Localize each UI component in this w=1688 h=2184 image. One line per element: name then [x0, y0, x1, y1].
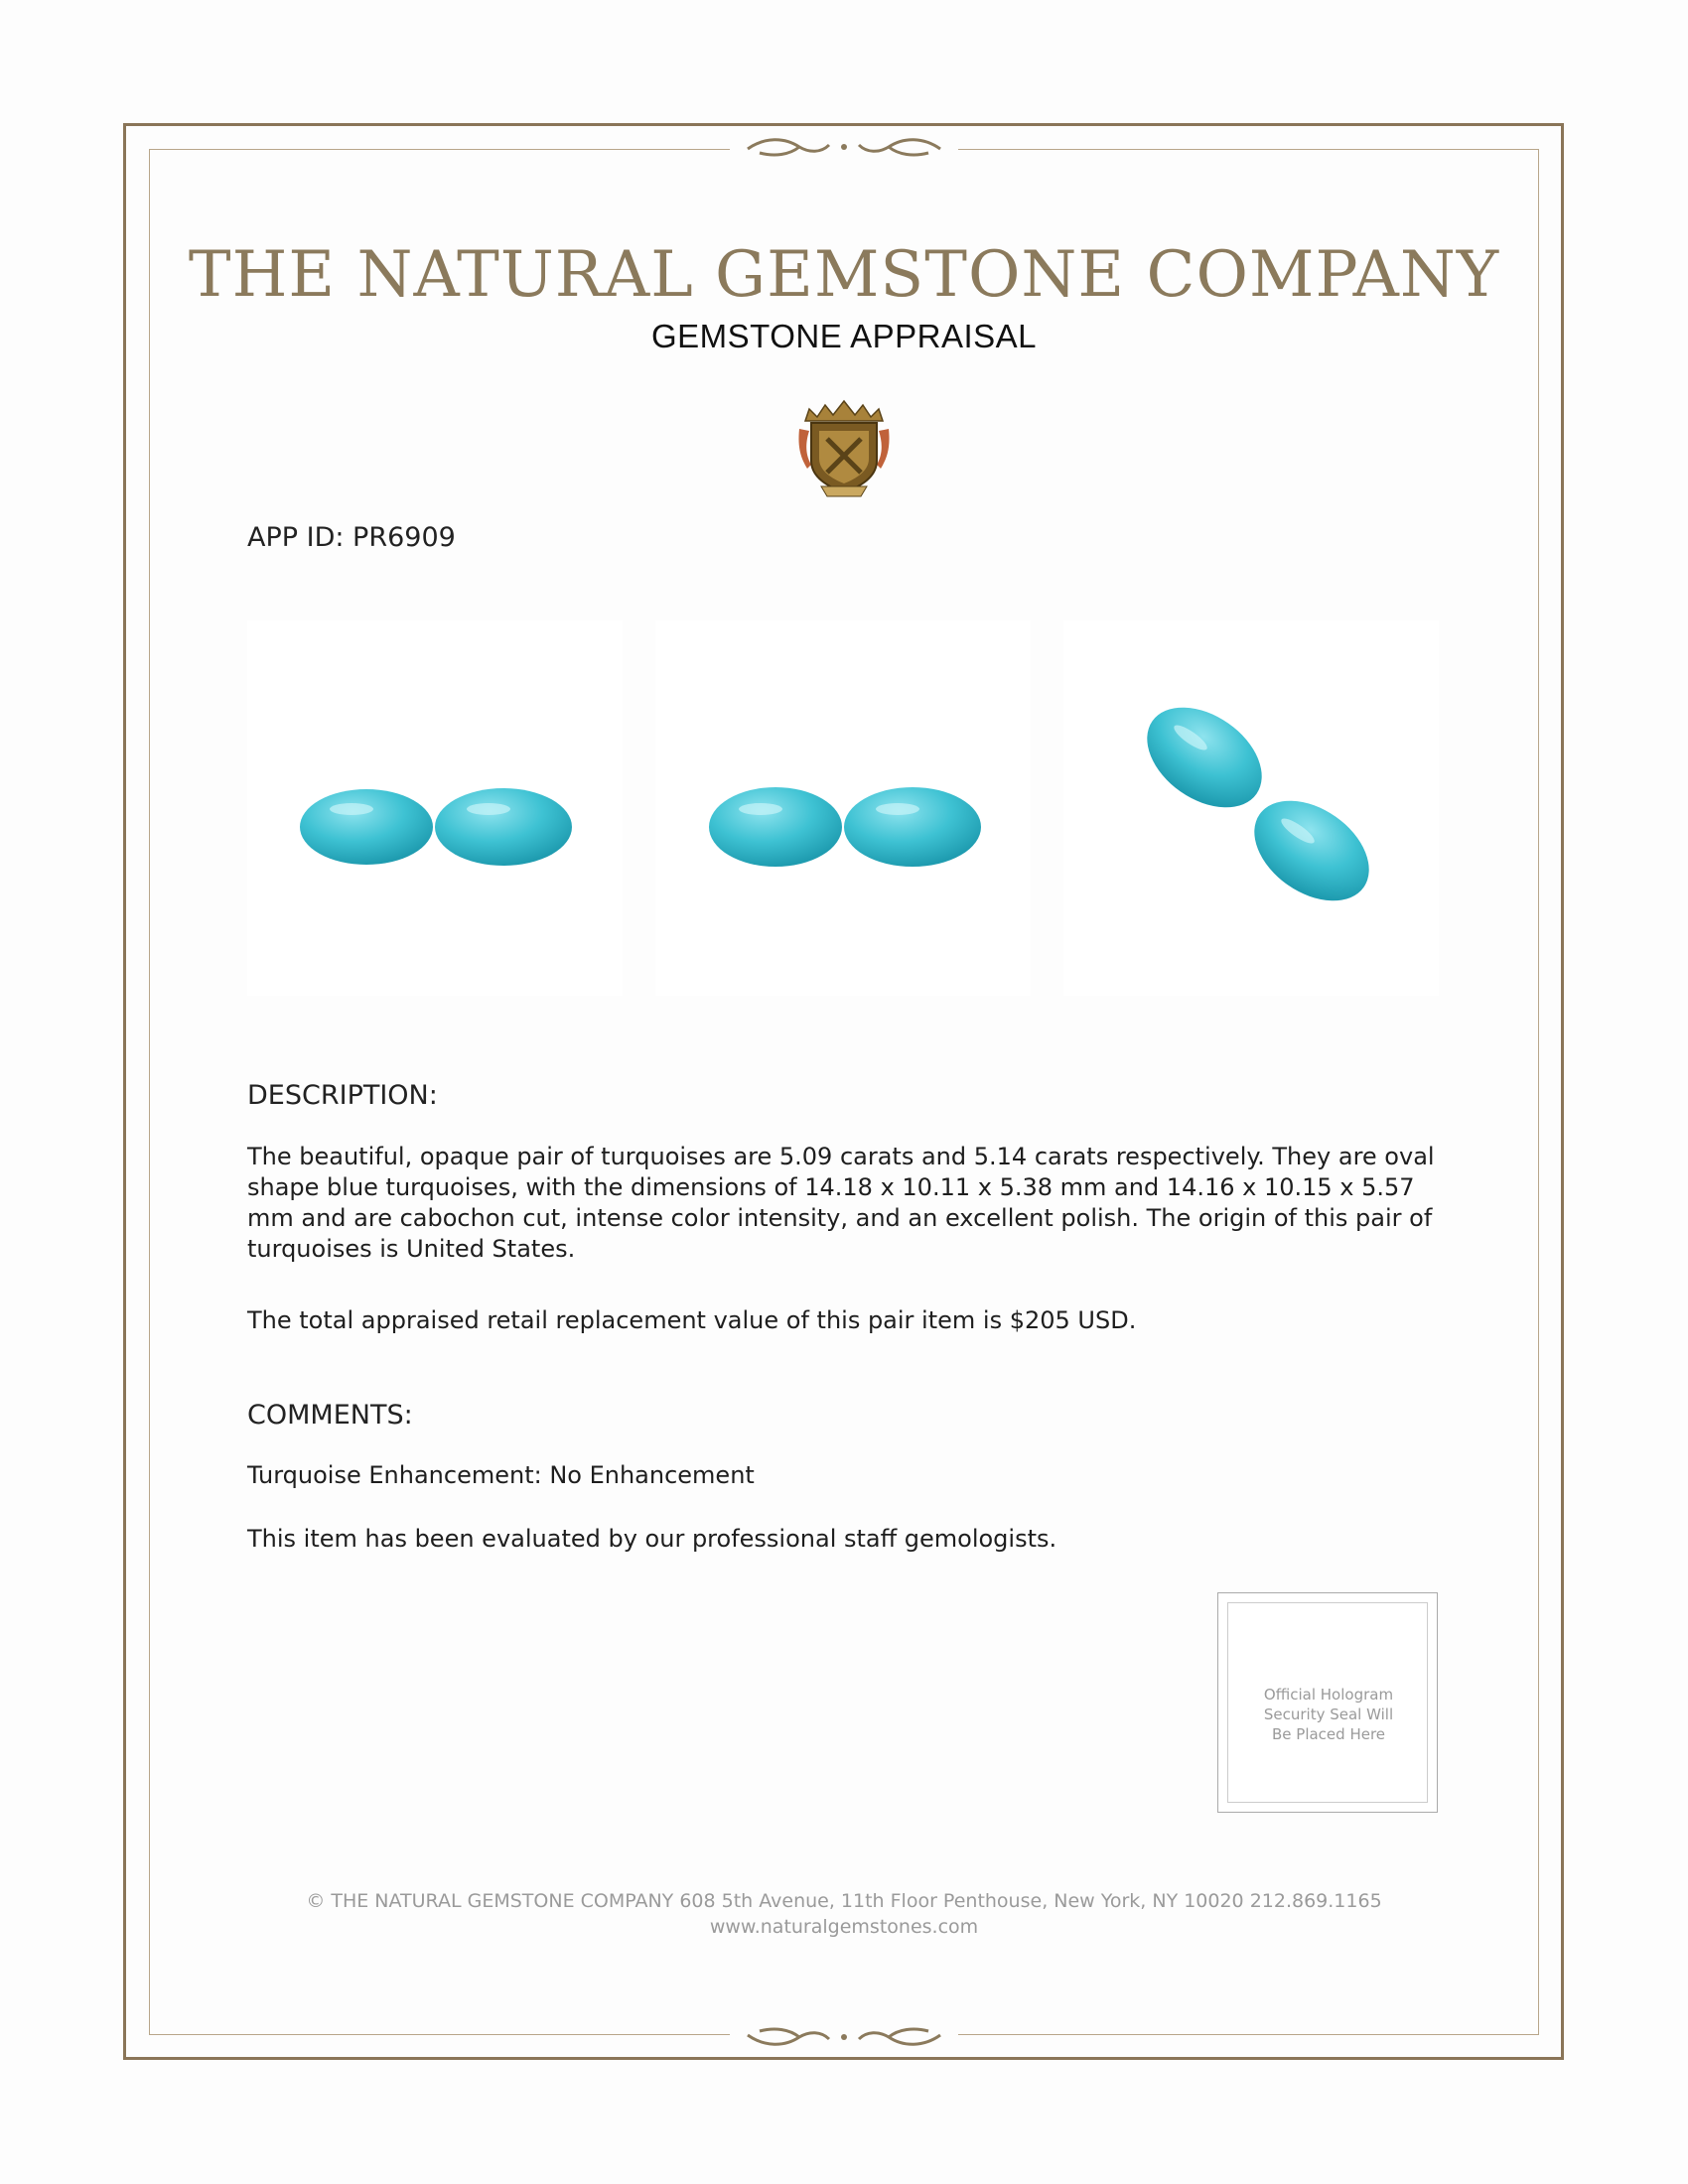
evaluation-comment: This item has been evaluated by our professional staff gemologists.	[247, 1525, 1057, 1553]
description-heading: DESCRIPTION:	[247, 1080, 438, 1111]
app-id: APP ID: PR6909	[247, 522, 456, 553]
company-name: THE NATURAL GEMSTONE COMPANY	[188, 238, 1500, 312]
description-text: The beautiful, opaque pair of turquoises are 5.09 carats and 5.14 carats respectively. They are oval shape blue turquoises, with the dimensions of 14.18 x 10.11 x 5.38 mm and 14.16 x 10.15 x 5.57 mm and are cabochon cut, intense color intensity, and an excellent polish. The origin of this pair of turquoises is United States.	[247, 1143, 1435, 1263]
footer-website[interactable]: www.naturalgemstones.com	[709, 1916, 979, 1938]
comments-heading: COMMENTS:	[247, 1400, 413, 1431]
top-ornament-icon	[730, 129, 958, 169]
gem-photo-front-2	[655, 620, 1031, 996]
footer-address: © THE NATURAL GEMSTONE COMPANY 608 5th Avenue, 11th Floor Penthouse, New York, NY 10020 212.869.1165	[306, 1890, 1382, 1912]
seal-text: Official Hologram Security Seal Will Be Placed Here	[1263, 1686, 1394, 1743]
turquoise-pair-angled-icon	[1063, 620, 1439, 996]
appraised-value: The total appraised retail replacement value of this pair item is $205 USD.	[247, 1306, 1137, 1334]
hologram-seal-placeholder	[1217, 1592, 1438, 1813]
crest-logo-icon	[797, 399, 891, 498]
turquoise-pair-front-icon	[247, 620, 623, 996]
gem-photo-front-1	[247, 620, 623, 996]
enhancement-comment: Turquoise Enhancement: No Enhancement	[247, 1461, 755, 1489]
bottom-ornament-icon	[730, 2015, 958, 2055]
turquoise-pair-front-icon	[655, 620, 1031, 996]
gem-photo-angled	[1063, 620, 1439, 996]
document-title: GEMSTONE APPRAISAL	[650, 318, 1038, 354]
seal-inner-border	[1227, 1602, 1428, 1803]
